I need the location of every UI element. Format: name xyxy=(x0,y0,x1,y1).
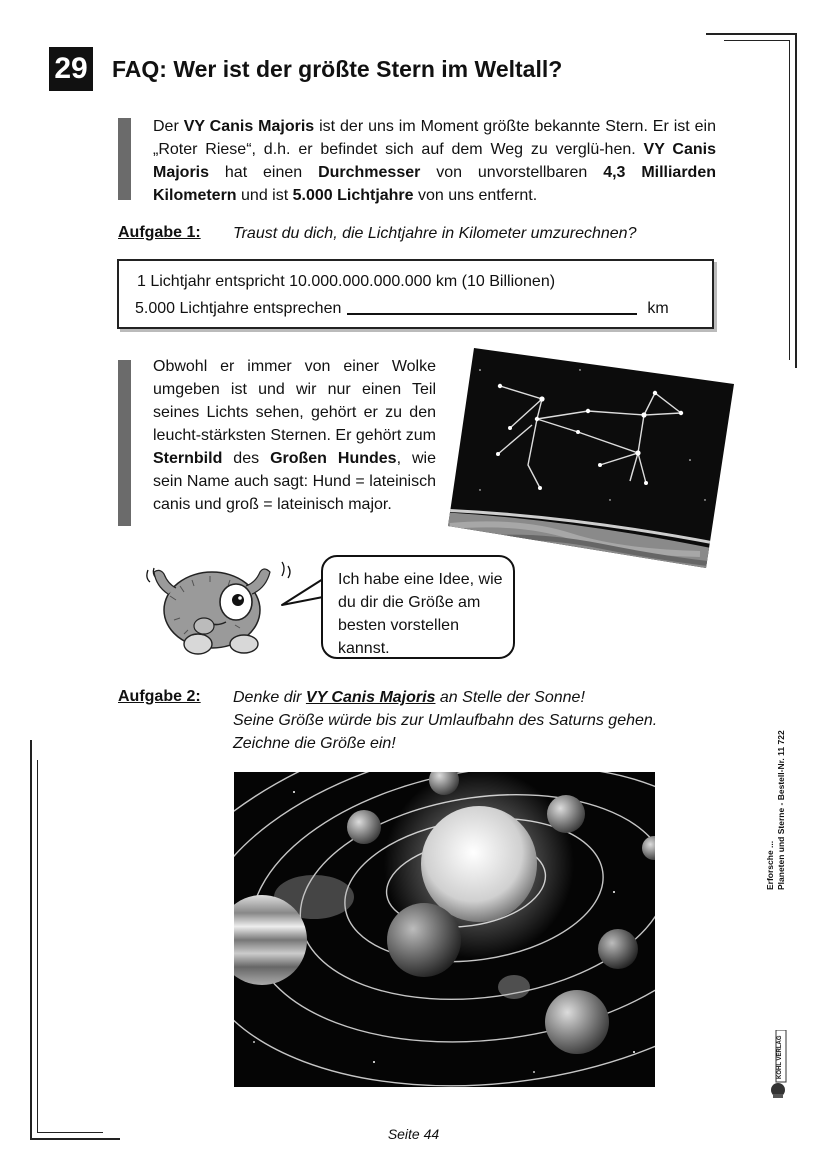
wolke-side-bar xyxy=(118,360,131,526)
task2-label: Aufgabe 2: xyxy=(118,688,201,705)
intro-paragraph xyxy=(153,115,716,207)
worksheet-number-badge xyxy=(49,47,93,91)
wolke-text: Obwohl er immer von einer Wolke umgeben ist und wir nur einen Teil seines Lichts sehen, gehört er zu den leucht-stärksten Sternen. Er gehört zum xyxy=(153,358,436,444)
answer-line1: 1 Lichtjahr entspricht 10.000.000.000.000 km (10 Billionen) xyxy=(137,273,556,290)
intro-text: von unvorstellbaren xyxy=(420,164,604,181)
frame-line-left-inner xyxy=(37,760,38,1132)
page-number: Seite 44 xyxy=(387,1126,440,1142)
task2-text-part: Denke dir xyxy=(233,689,306,706)
intro-text: und ist xyxy=(236,187,293,204)
publisher-name: KOHL VERLAG xyxy=(777,1035,783,1079)
answer-line2 xyxy=(135,300,669,318)
wolke-bold: Großen Hundes xyxy=(270,450,397,467)
task1-label: Aufgabe 1: xyxy=(118,224,201,241)
wolke-text: , wie sein Name auch sagt: Hund = lateinisch canis und groß = lateinisch major. xyxy=(153,450,437,513)
task2-text xyxy=(233,686,733,755)
answer-blank-line[interactable] xyxy=(347,313,637,315)
wolke-bold: Sternbild xyxy=(153,450,223,467)
task2-line1 xyxy=(233,686,733,709)
speech-bubble-text: Ich habe eine Idee, wie du dir die Größe am besten vorstellen kannst. xyxy=(338,571,503,657)
side-meta-line2: Planeten und Sterne - Bestell-Nr. 11 722 xyxy=(776,730,786,890)
wolke-paragraph xyxy=(153,355,436,516)
intro-text: ist der uns im Moment größte bekannte Stern. Er ist ein „Roter Riese“, d.h. er befindet sich auf dem Weg zu verglü-hen. xyxy=(153,118,716,158)
intro-bold: 5.000 Lichtjahre xyxy=(292,187,414,204)
intro-text: hat einen xyxy=(209,164,319,181)
intro-bold: 4,3 Milliarden Kilometern xyxy=(153,164,716,204)
task1-text: Traust du dich, die Lichtjahre in Kilometer umzurechnen? xyxy=(233,225,637,242)
speech-bubble xyxy=(321,555,515,659)
intro-bold: VY Canis Majoris xyxy=(153,141,716,181)
intro-side-bar xyxy=(118,118,131,200)
side-meta-line1: Erforsche ... xyxy=(765,840,775,890)
frame-line-top-right-inner xyxy=(724,40,790,41)
task2-line2: Seine Größe würde bis zur Umlaufbahn des Saturns gehen. xyxy=(233,712,658,729)
intro-text: von uns entfernt. xyxy=(413,187,538,204)
intro-bold: Durchmesser xyxy=(318,164,421,181)
intro-text: Der xyxy=(153,118,184,135)
page-title: FAQ: Wer ist der größte Stern im Weltall? xyxy=(112,56,563,82)
frame-line-left xyxy=(30,740,32,1140)
task2-text-part: an Stelle der Sonne! xyxy=(435,689,585,706)
frame-line-right xyxy=(795,33,797,368)
task2-line3: Zeichne die Größe ein! xyxy=(233,735,396,752)
side-publisher-info xyxy=(765,690,801,890)
worksheet-number: 29 xyxy=(54,52,88,85)
task2-underlined: VY Canis Majoris xyxy=(305,689,436,706)
frame-line-right-inner xyxy=(789,40,790,360)
answer-unit: km xyxy=(647,300,669,317)
wolke-text: des xyxy=(222,450,271,467)
constellation-image xyxy=(440,340,740,572)
publisher-logo xyxy=(768,1030,788,1100)
answer-box xyxy=(117,259,714,329)
answer-line2-prefix: 5.000 Lichtjahre entsprechen xyxy=(135,300,342,317)
monster-mascot-icon xyxy=(140,556,300,662)
solar-system-image[interactable] xyxy=(234,772,655,1087)
frame-line-top-right xyxy=(706,33,797,35)
intro-bold: VY Canis Majoris xyxy=(183,118,315,135)
